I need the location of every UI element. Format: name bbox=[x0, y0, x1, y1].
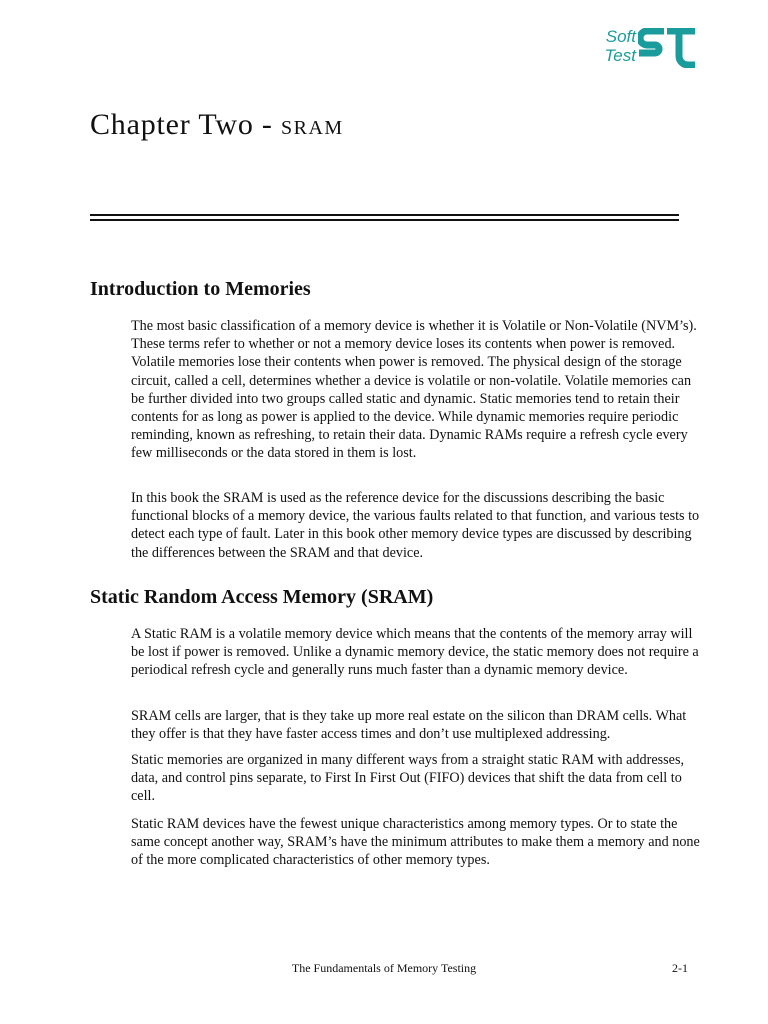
sram-paragraph-1: A Static RAM is a volatile memory device which means that the contents of the memory array will be lost if power is removed. Unlike a dynamic memory device, the static memory does not require a periodical refresh cycle and generally runs much faster than a dynamic memory device. bbox=[131, 626, 699, 679]
chapter-title-main: Chapter Two - bbox=[90, 108, 282, 141]
section-heading-intro: Introduction to Memories bbox=[90, 278, 311, 300]
softtest-logo bbox=[590, 27, 700, 71]
chapter-title bbox=[90, 108, 344, 142]
title-rule-bottom bbox=[90, 219, 679, 221]
intro-paragraph-2: In this book the SRAM is used as the reference device for the discussions describing the basic functional blocks of a memory device, the various faults related to that function, and various tests to detect each type of fault. Later in this book other memory device types are discussed by describing the differences between the SRAM and that device. bbox=[131, 490, 700, 561]
logo-wordmark bbox=[590, 27, 636, 65]
section-heading-sram: Static Random Access Memory (SRAM) bbox=[90, 586, 434, 608]
sram-paragraph-3: Static memories are organized in many different ways from a straight static RAM with addresses, data, and control pins separate, to First In First Out (FIFO) devices that shift the data from cell to cell. bbox=[131, 752, 685, 805]
footer-book-title: The Fundamentals of Memory Testing bbox=[291, 961, 477, 975]
logo-word-test: Test bbox=[604, 46, 636, 65]
sram-paragraph-4: Static RAM devices have the fewest unique characteristics among memory types. Or to state the same concept another way, SRAM’s have the minimum attributes to make them a memory and none of the more complicated characteristics of other memory types. bbox=[131, 816, 700, 869]
logo-word-soft: Soft bbox=[605, 27, 636, 46]
footer-page-number: 2-1 bbox=[672, 961, 688, 975]
st-logo-icon bbox=[638, 28, 696, 68]
intro-paragraph-1: The most basic classification of a memory device is whether it is Volatile or Non-Volatile (NVM’s). These terms refer to whether or not a memory device loses its contents when power is removed. Volatile memories lose their contents when power is removed. The physical design of the storage circuit, called a cell, determines whether a device is volatile or non-volatile. Volatile memories can be further divided into two groups called static and dynamic. Static memories tend to retain their contents for as long as power is applied to the device. While dynamic memories require periodic reminding, known as refreshing, to retain their data. Dynamic RAMs require a refresh cycle every few milliseconds or the data stored in them is lost. bbox=[131, 318, 697, 462]
title-rule-top bbox=[90, 214, 679, 216]
sram-paragraph-2: SRAM cells are larger, that is they take up more real estate on the silicon than DRAM cells. What they offer is that they have faster access times and don’t use multiplexed addressing. bbox=[131, 708, 687, 743]
chapter-subtitle: SRAM bbox=[281, 117, 344, 139]
